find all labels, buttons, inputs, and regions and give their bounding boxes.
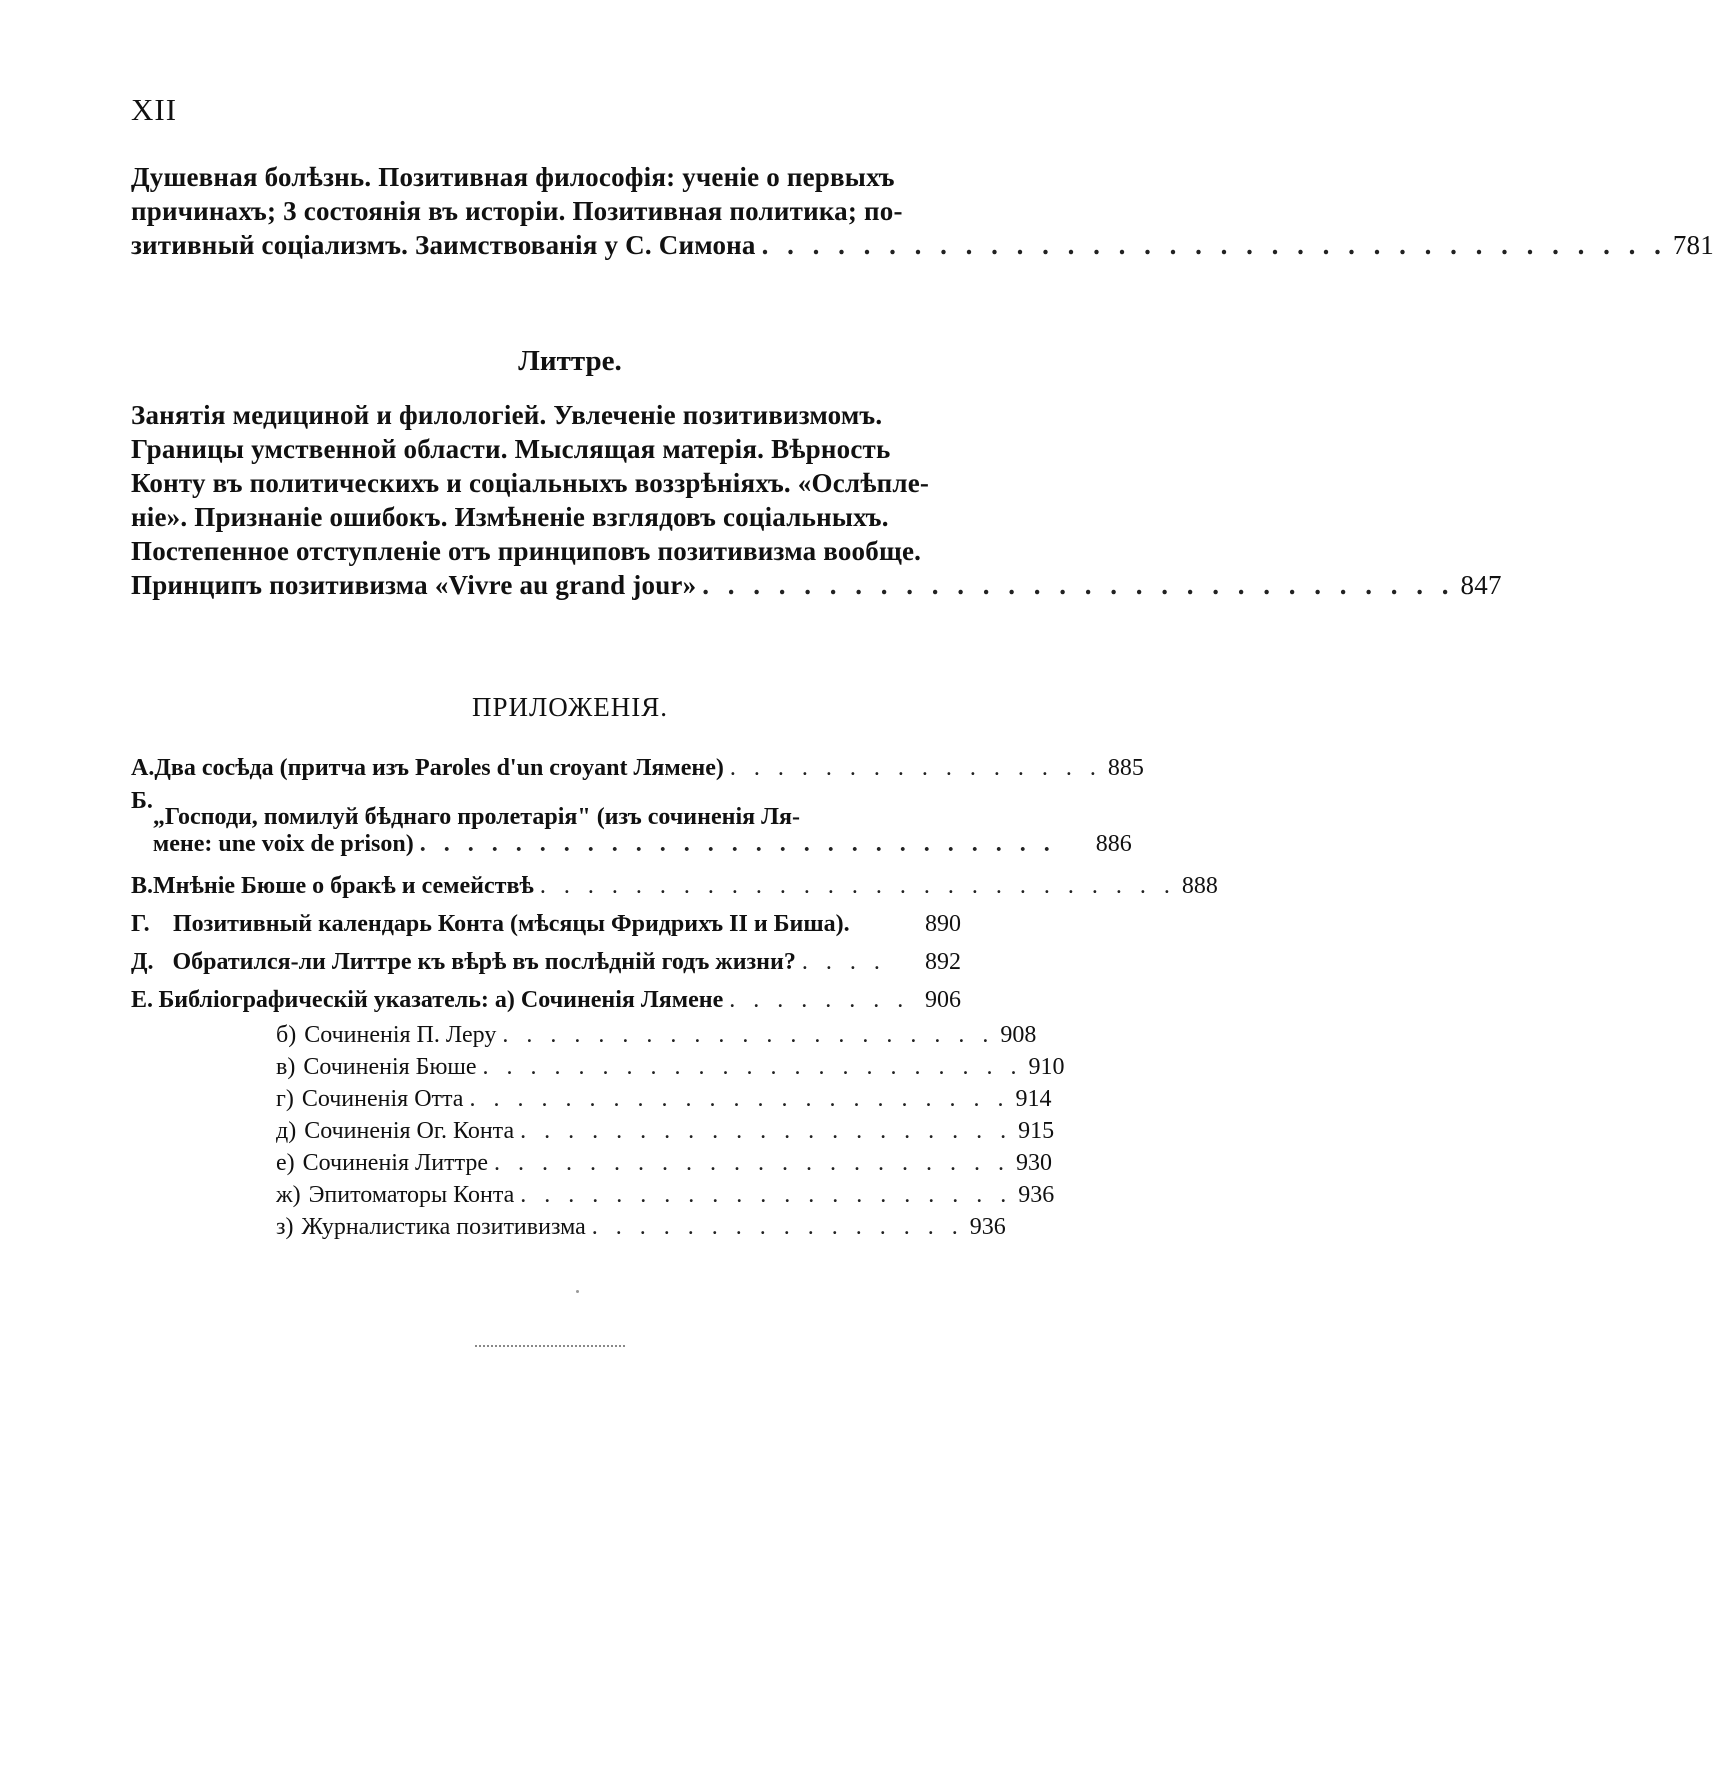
toc-line-text: Принципъ позитивизма «Vivre au grand jour» bbox=[131, 570, 697, 600]
bibliography-subentry bbox=[131, 1049, 1065, 1081]
entry-letter: г) bbox=[276, 1086, 294, 1112]
entry-letter: в) bbox=[276, 1054, 296, 1080]
entry-text: Мнѣніе Бюше о бракѣ и семействѣ bbox=[153, 873, 534, 899]
dot-leader: . . . . . . . . . . . . . . . . . . . . . bbox=[502, 1022, 995, 1048]
text-line: ніе». Признаніе ошибокъ. Измѣненіе взглядовъ соціальныхъ. bbox=[131, 502, 889, 532]
dot-leader: . . . . . . . . bbox=[729, 987, 910, 1013]
entry-text: Позитивный календарь Конта (мѣсяцы Фридрихъ II и Биша). bbox=[173, 911, 850, 937]
page-ref: 930 bbox=[1016, 1150, 1053, 1176]
end-rule bbox=[475, 1345, 625, 1347]
entry-text: Эпитоматоры Конта bbox=[308, 1182, 515, 1208]
text-line: Границы умственной области. Мыслящая матерія. Вѣрность bbox=[131, 434, 891, 464]
appendix-entry bbox=[131, 744, 1144, 782]
entry-letter: В. bbox=[131, 873, 154, 899]
entry-text: Сочиненія Бюше bbox=[303, 1054, 477, 1080]
page-ref: 936 bbox=[969, 1214, 1006, 1240]
entry-text: Сочиненія Ог. Конта bbox=[304, 1118, 515, 1144]
dot-leader: . . . . . . . . . . . . . . . . . . . . . . . . . . . . . . bbox=[702, 570, 1455, 600]
dot-leader: . . . . . . . . . . . . . . . . bbox=[591, 1214, 964, 1240]
page-ref: 781 bbox=[1672, 230, 1714, 260]
page-ref: 847 bbox=[1460, 570, 1502, 600]
page-ref: 906 bbox=[925, 987, 961, 1013]
page-ref: 914 bbox=[1015, 1086, 1052, 1112]
dot-leader: . . . . . . . . . . . . . . . . . . . . . bbox=[520, 1118, 1013, 1144]
page-ref: 886 bbox=[1095, 831, 1132, 857]
section-heading-appendices: ПРИЛОЖЕНІЯ. bbox=[471, 692, 669, 722]
page-ref: 915 bbox=[1018, 1118, 1055, 1144]
entry-letter: Б. bbox=[131, 788, 153, 814]
entry-letter: е) bbox=[276, 1150, 295, 1176]
appendix-entry bbox=[131, 788, 1132, 858]
text-line: Душевная болѣзнь. Позитивная философія: ученіе о первыхъ bbox=[131, 162, 895, 192]
dot-leader: . . . . . . . . . . . . . . . . . . . . . . . . . . . bbox=[419, 831, 1056, 857]
page-ref: 936 bbox=[1018, 1182, 1055, 1208]
bibliography-subentry bbox=[131, 1113, 1055, 1145]
entry-letter: з) bbox=[276, 1214, 294, 1240]
bibliography-subentry bbox=[131, 1209, 1006, 1241]
page-ref: 890 bbox=[925, 911, 961, 937]
toc-line bbox=[131, 228, 1714, 262]
text-line: Занятія медициной и филологіей. Увлеченіе позитивизмомъ. bbox=[131, 400, 883, 430]
appendix-entry bbox=[131, 976, 961, 1014]
page-ref: 908 bbox=[1000, 1022, 1037, 1048]
entry-letter: Д. bbox=[131, 949, 154, 975]
entry-letter: А. bbox=[131, 755, 155, 781]
text-line: Постепенное отступленіе отъ принциповъ позитивизма вообще. bbox=[131, 536, 922, 566]
entry-text: „Господи, помилуй бѣднаго пролетарія" (изъ сочиненія Ля- bbox=[152, 804, 800, 830]
text-line: причинахъ; 3 состоянія въ исторіи. Позитивная политика; по- bbox=[131, 196, 903, 226]
comte-section-text bbox=[131, 160, 1714, 262]
bibliography-subentry bbox=[131, 1081, 1052, 1113]
entry-letter: Г. bbox=[131, 911, 150, 937]
page-ref: 888 bbox=[1181, 873, 1218, 899]
toc-line bbox=[131, 568, 1502, 602]
bibliography-subentry bbox=[131, 1177, 1055, 1209]
dot-leader: . . . . . . . . . . . . . . . . . . . . . . . bbox=[469, 1086, 1010, 1112]
dot-leader: . . . . . . . . . . . . . . . . bbox=[729, 755, 1102, 781]
entry-text: мене: une voix de prison) bbox=[152, 831, 414, 857]
toc-line-text: зитивный соціализмъ. Заимствованія у С. Симона bbox=[131, 230, 756, 260]
dot-leader: . . . . bbox=[801, 949, 886, 975]
appendix-entry bbox=[131, 900, 961, 938]
entry-text: Сочиненія П. Леру bbox=[304, 1022, 497, 1048]
appendix-entry bbox=[131, 938, 961, 976]
entry-text: Журналистика позитивизма bbox=[301, 1214, 586, 1240]
dot-leader: . . . . . . . . . . . . . . . . . . . . . . . . . . . . . . . . . . . . bbox=[761, 230, 1667, 260]
littre-section-text bbox=[131, 398, 1502, 602]
entry-letter: д) bbox=[276, 1118, 297, 1144]
print-speck bbox=[576, 1290, 579, 1293]
bibliography-subentry bbox=[131, 1014, 1037, 1049]
appendix-list bbox=[131, 744, 1218, 1241]
dot-leader: . . . . . . . . . . . . . . . . . . . . . . bbox=[494, 1150, 1011, 1176]
entry-text: Сочиненія Литтре bbox=[302, 1150, 489, 1176]
entry-letter: б) bbox=[276, 1022, 297, 1048]
page-number: XII bbox=[131, 92, 178, 127]
page-ref: 910 bbox=[1028, 1054, 1065, 1080]
entry-text: Обратился-ли Литтре къ вѣрѣ въ послѣдній годъ жизни? bbox=[172, 949, 796, 975]
page-ref: 885 bbox=[1107, 755, 1144, 781]
entry-text: Два сосѣда (притча изъ Paroles d'un croyant Лямене) bbox=[154, 755, 724, 781]
dot-leader: . . . . . . . . . . . . . . . . . . . . . bbox=[520, 1182, 1013, 1208]
bibliography-subentry bbox=[131, 1145, 1053, 1177]
entry-text: Сочиненія Отта bbox=[301, 1086, 464, 1112]
page-ref: 892 bbox=[925, 949, 961, 975]
entry-letter: Е. bbox=[131, 987, 154, 1013]
entry-text: Библіографическій указатель: а) Сочиненія Лямене bbox=[158, 987, 724, 1013]
section-heading-littre: Литтре. bbox=[518, 345, 622, 377]
dot-leader: . . . . . . . . . . . . . . . . . . . . . . . . . . . bbox=[539, 873, 1176, 899]
dot-leader: . . . . . . . . . . . . . . . . . . . . . . . bbox=[482, 1054, 1023, 1080]
appendix-entry bbox=[131, 858, 1218, 900]
entry-letter: ж) bbox=[276, 1182, 301, 1208]
text-line: Конту въ политическихъ и соціальныхъ воззрѣніяхъ. «Ослѣпле- bbox=[131, 468, 930, 498]
